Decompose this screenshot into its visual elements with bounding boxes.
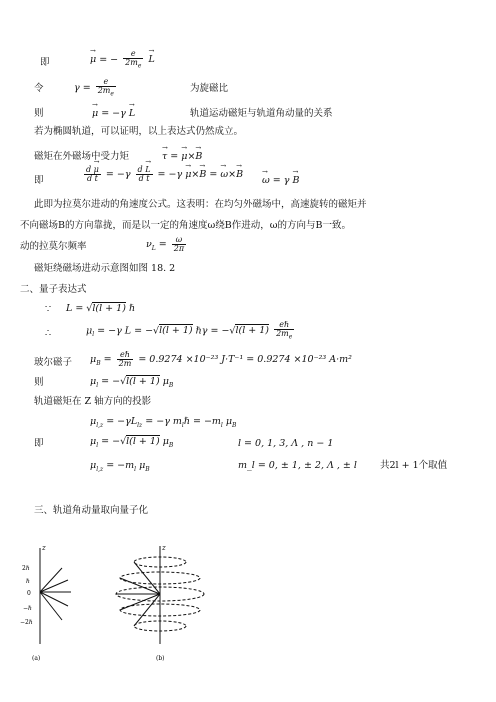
ml-values: m_l = 0, ± 1, ± 2, Λ , ± l [238, 460, 357, 471]
label-ling: 令 [34, 83, 44, 94]
vector-a-4 [40, 592, 68, 606]
figure-a [20, 544, 71, 662]
tick-a-0: 0 [27, 590, 31, 597]
caption-b: (b) [156, 655, 165, 662]
formula-torque: → τ = → μ×→ B [162, 152, 202, 162]
formula-mu-lz: $\mu_{l,z} = -\gamma L_{lz} = -\gamma$ $m_l\hbar = -m_l$ $\mu_B$ [90, 416, 237, 429]
relation-note: 轨道运动磁矩与轨道角动量的关系 [190, 108, 333, 119]
formula-larmor-freq: $\nu_L$ = $\frac{\omega}{2\pi}$ [146, 235, 185, 253]
vector-a-2 [40, 580, 68, 592]
formula-mu-gammaL: → μ = −γ → L [92, 109, 135, 119]
section-2-title: 二、量子表达式 [20, 284, 87, 295]
formula-precession: $\frac{d \to \mu}{\text{d t}}$ = −γ $\frac{d \to L}{\text{d t}}$ = −γ → μ×→ B = → ω×→ B [82, 166, 243, 183]
ellipse-note: 若为椭圆轨道，可以证明，以上表达式仍然成立。 [34, 126, 244, 137]
bohr-label: 玻尔磁子 [34, 357, 73, 368]
label-ze-2: 则 [34, 377, 44, 388]
l-values: l = 0, 1, 3, Λ , n − 1 [238, 438, 334, 449]
tick-a-2h: 2ℏ [22, 565, 30, 572]
label-ji-2: 即 [34, 175, 44, 186]
larmor-paragraph-1: 此即为拉莫尔进动的角速度公式。这表明：在均匀外磁场中，高速旋转的磁矩并 [34, 199, 367, 210]
formula-omega: → ω = γ → B [262, 176, 299, 186]
label-ze-1: 则 [34, 108, 44, 119]
formula-bohr: $\mu_B$ = $\frac{\text{eℏ}}{2m}$ = 0.9274 ×10⁻²³ J·T⁻¹ = 0.9274 ×10⁻²³ A·m² [90, 350, 352, 368]
therefore-symbol: ∴ [45, 328, 52, 339]
because-symbol: ∵ [45, 304, 52, 315]
tick-a-h: ℏ [26, 578, 30, 585]
line-mu-def [40, 58, 50, 68]
gyromagnetic-note: 为旋磁比 [190, 83, 229, 94]
larmor-paragraph-2: 不向磁场B的方向靠拢，而是以一定的角速度ω绕B作进动，ω的方向与B一致。 [20, 220, 351, 231]
larmor-freq-label: 动的拉莫尔频率 [20, 241, 87, 252]
formula-L-quant: L = √l(l + 1) ℏ [66, 303, 136, 314]
label-ji-3: 即 [34, 438, 44, 449]
bohr-value: = 0.9274 ×10⁻²³ J·T⁻¹ = 0.9274 ×10⁻²³ A·m² [138, 354, 352, 365]
projection-label: 轨道磁矩在 Z 轴方向的投影 [34, 396, 152, 407]
vector-a-5 [40, 592, 62, 620]
orientation-figure [10, 540, 210, 668]
axis-label-a: z [42, 544, 46, 552]
vector-a-1 [40, 568, 62, 592]
section-3-title: 三、轨道角动量取向量子化 [34, 505, 149, 516]
torque-label: 磁矩在外磁场中受力矩 [34, 151, 130, 162]
label-ji-1: 即 [40, 57, 50, 68]
caption-a: (a) [32, 655, 41, 662]
formula-gamma: γ = $\frac{e}{2m_e}$ [74, 77, 114, 98]
formula-mu-L: → μ = − $\frac{e}{2m_e}$ → L [90, 50, 155, 70]
formula-mu-l: $\mu_l = -\gamma$ L = −√l(l + 1) ℏγ = −√l(l + 1) $\frac{\text{eℏ}}{2m_e}$ [86, 320, 293, 341]
axis-label-b: z [162, 544, 166, 552]
formula-mu-l-2: $\mu_l = -√l(l + 1)$ $\mu_B$ [90, 436, 174, 449]
formula-mu-lz-2: $\mu_{l,z} = -m_l$ $\mu_B$ [90, 460, 150, 473]
tick-a-minus-h: −ℏ [23, 605, 32, 612]
figure-ref: 磁矩绕磁场进动示意图如图 18. 2 [34, 263, 176, 274]
tick-a-minus-2h: −2ℏ [20, 619, 33, 626]
count-note: 共2l + 1个取值 [380, 460, 448, 471]
formula-mu-l-bohr: $\mu_l = -√l(l + 1)$ $\mu_B$ [90, 376, 174, 389]
figure-b [116, 544, 204, 662]
